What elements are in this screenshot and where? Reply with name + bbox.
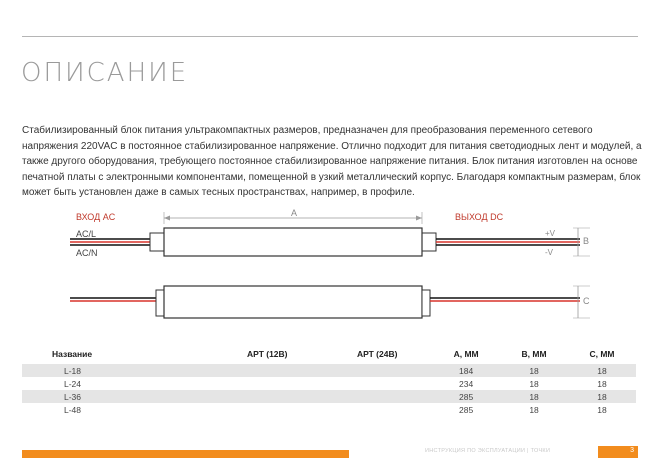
spec-table: [22, 346, 636, 416]
dimension-c-label: C: [583, 296, 590, 306]
dimension-a-arrow-left: [164, 216, 170, 221]
cell-name: L-18: [22, 364, 212, 377]
output-title: ВЫХОД DC: [455, 212, 504, 222]
header-b-mm: B, ММ: [521, 349, 547, 359]
description-paragraph: Стабилизированный блок питания ультракомпактных размеров, предназначен для преобразования переменного сетевого напряжения 220VAC в постоянное стабилизированное напряжение. Отлично подходит для питания светодиодных лент и модулей, а также другого оборудования, требующего постоянное стабилизированное напряжение питания. Блок питания изготовлен на основе печатной платы с электронными компонентами, помещенной в узкий металлический корпус. Благодаря компактным размерам, блок может быть установлен даже в самых тесных пространствах, например, в профиле.: [22, 125, 642, 199]
end-cap-left: [150, 233, 164, 251]
side-cap-left: [156, 290, 164, 316]
page-title: ОПИСАНИЕ: [21, 58, 189, 88]
cell-art-12v: [212, 377, 322, 390]
top-rule: [22, 36, 638, 37]
footer-accent-bar: [22, 450, 349, 458]
cell-art-12v: [212, 403, 322, 416]
dimension-b-label: B: [583, 236, 590, 246]
table-row: [22, 377, 636, 390]
cell-c: 18: [597, 404, 607, 415]
cell-b: 18: [529, 404, 539, 415]
table-row: [22, 390, 636, 403]
cell-art-24v: [322, 403, 432, 416]
header-name: Название: [52, 349, 93, 359]
cell-b: 18: [500, 390, 568, 403]
end-cap-right: [422, 233, 436, 251]
cell-a: 285: [432, 390, 500, 403]
cell-a: 184: [432, 364, 500, 377]
dimension-a-arrow-right: [416, 216, 422, 221]
cell-a: 234: [459, 378, 474, 389]
cell-art-12v: [212, 390, 322, 403]
cell-c: 18: [597, 378, 607, 389]
input-l-label: AC/L: [76, 229, 97, 239]
header-art-24v: АРТ (24В): [356, 349, 398, 359]
input-n-label: AC/N: [76, 248, 98, 258]
footer-page-box: [598, 446, 638, 458]
side-cap-right: [422, 290, 430, 316]
psu-body-side-view: [164, 286, 422, 318]
header-a-mm: A, ММ: [453, 349, 479, 359]
power-supply-diagram: [60, 200, 600, 330]
cell-b: 18: [529, 378, 539, 389]
input-title: ВХОД AC: [76, 212, 116, 222]
cell-name: L-24: [64, 378, 82, 389]
cell-c: 18: [568, 364, 636, 377]
cell-art-24v: [322, 390, 432, 403]
header-art-12v: АРТ (12В): [247, 349, 288, 359]
description-text: [22, 123, 642, 201]
cell-name: L-48: [64, 404, 82, 415]
cell-b: 18: [500, 364, 568, 377]
cell-c: 18: [568, 390, 636, 403]
header-c-mm: C, ММ: [589, 349, 615, 359]
dimension-a-label: A: [291, 208, 298, 218]
cell-a: 285: [459, 404, 474, 415]
table-row: [22, 364, 636, 377]
table-row: [22, 403, 636, 416]
output-plus-label: +V: [545, 229, 556, 238]
footer-text: ИНСТРУКЦИЯ ПО ЭКСПЛУАТАЦИИ | ТОЧКИ: [425, 448, 551, 454]
table-header-row: [22, 346, 636, 364]
psu-body-top-view: [164, 228, 422, 256]
page-number: 3: [630, 447, 634, 454]
output-minus-label: -V: [545, 248, 553, 257]
cell-art-24v: [322, 364, 432, 377]
cell-art-24v: [322, 377, 432, 390]
cell-art-12v: [212, 364, 322, 377]
cell-name: L-36: [22, 390, 212, 403]
